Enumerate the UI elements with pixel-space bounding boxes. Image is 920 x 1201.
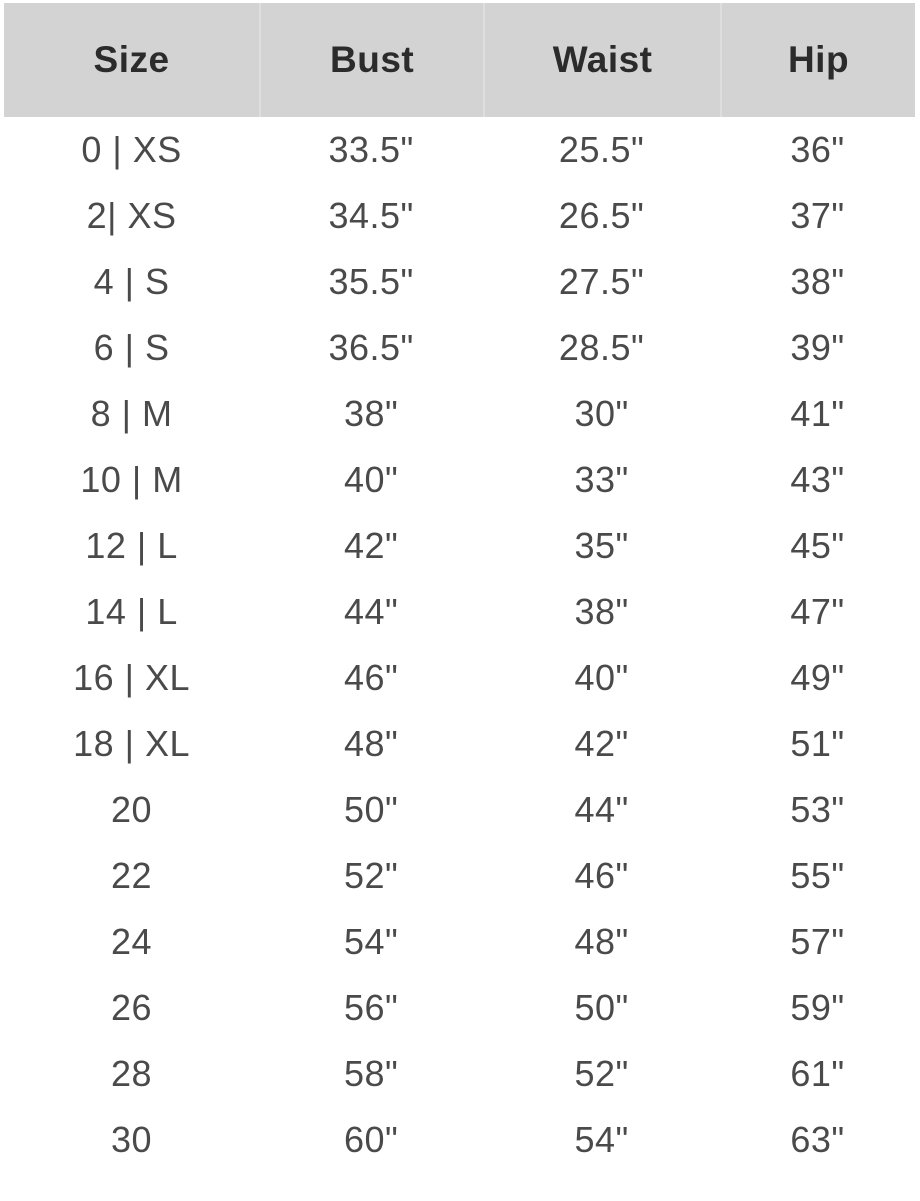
table-row [4,1041,915,1107]
table-cell-size: 6 | S [93,327,170,368]
table-cell-size: 24 [111,921,153,962]
table-cell-hip: 63" [790,1119,845,1160]
table-row [4,513,915,579]
table-cell-size: 26 [111,987,153,1028]
table-row [4,843,915,909]
table-cell-hip: 53" [790,789,845,830]
table-cell-size: 4 | S [93,261,170,302]
table-cell-waist: 33" [574,459,629,500]
table-cell-hip: 45" [790,525,845,566]
table-row [4,249,915,315]
table-cell-waist: 40" [574,657,629,698]
table-cell-waist: 52" [574,1053,629,1094]
table-cell-size: 30 [111,1119,153,1160]
table-row [4,183,915,249]
table-row [4,117,915,183]
table-cell-size: 28 [111,1053,153,1094]
header-row [4,3,915,117]
table-cell-size: 2| XS [86,195,177,236]
table-cell-bust: 58" [343,1053,399,1094]
table-cell-size: 8 | M [90,393,173,434]
table-cell-bust: 44" [343,591,399,632]
column-header-size: Size [4,3,259,117]
size-chart-table [4,3,915,1173]
table-cell-bust: 50" [343,789,399,830]
table-cell-size: 20 [111,789,153,830]
table-cell-size: 22 [111,855,153,896]
table-cell-waist: 25.5" [558,129,645,170]
column-header-bust: Bust [259,3,483,117]
table-cell-hip: 43" [790,459,845,500]
table-cell-hip: 41" [790,393,845,434]
table-cell-bust: 52" [343,855,399,896]
table-cell-waist: 28.5" [558,327,645,368]
table-cell-hip: 61" [790,1053,845,1094]
table-cell-hip: 51" [790,723,845,764]
table-cell-hip: 36" [790,129,845,170]
table-cell-hip: 39" [790,327,845,368]
table-cell-bust: 34.5" [328,195,414,236]
table-row [4,777,915,843]
table-row [4,711,915,777]
table-cell-hip: 55" [790,855,845,896]
table-cell-waist: 35" [574,525,629,566]
table-cell-hip: 57" [790,921,845,962]
table-cell-waist: 54" [574,1119,629,1160]
table-cell-hip: 38" [790,261,845,302]
table-cell-size: 16 | XL [73,657,190,698]
table-cell-size: 0 | XS [81,129,182,170]
table-cell-bust: 40" [343,459,399,500]
table-cell-bust: 48" [343,723,399,764]
table-cell-size: 14 | L [85,591,178,632]
column-header-hip: Hip [720,3,915,117]
table-cell-hip: 47" [790,591,845,632]
table-cell-size: 12 | L [85,525,178,566]
table-cell-size: 18 | XL [73,723,190,764]
table-row [4,645,915,711]
column-header-waist: Waist [483,3,720,117]
table-row [4,381,915,447]
table-cell-waist: 48" [574,921,629,962]
table-cell-hip: 37" [790,195,845,236]
table-cell-bust: 38" [343,393,399,434]
table-cell-bust: 35.5" [328,261,414,302]
table-row [4,447,915,513]
table-cell-waist: 30" [574,393,629,434]
table-cell-bust: 54" [343,921,399,962]
table-cell-bust: 60" [343,1119,399,1160]
table-cell-waist: 27.5" [558,261,645,302]
table-row [4,579,915,645]
table-cell-waist: 44" [574,789,629,830]
table-cell-bust: 36.5" [328,327,414,368]
table-cell-waist: 38" [574,591,629,632]
table-row [4,315,915,381]
table-row [4,1107,915,1173]
size-chart-header [4,3,915,117]
table-cell-waist: 50" [574,987,629,1028]
table-cell-bust: 56" [343,987,399,1028]
table-cell-hip: 59" [790,987,845,1028]
table-row [4,975,915,1041]
table-cell-bust: 42" [343,525,399,566]
size-chart-body [4,117,915,1173]
table-cell-bust: 46" [343,657,399,698]
table-cell-hip: 49" [790,657,845,698]
table-cell-waist: 46" [574,855,629,896]
table-cell-waist: 42" [574,723,629,764]
table-cell-bust: 33.5" [328,129,414,170]
table-row [4,909,915,975]
table-cell-waist: 26.5" [558,195,645,236]
table-cell-size: 10 | M [80,459,183,500]
